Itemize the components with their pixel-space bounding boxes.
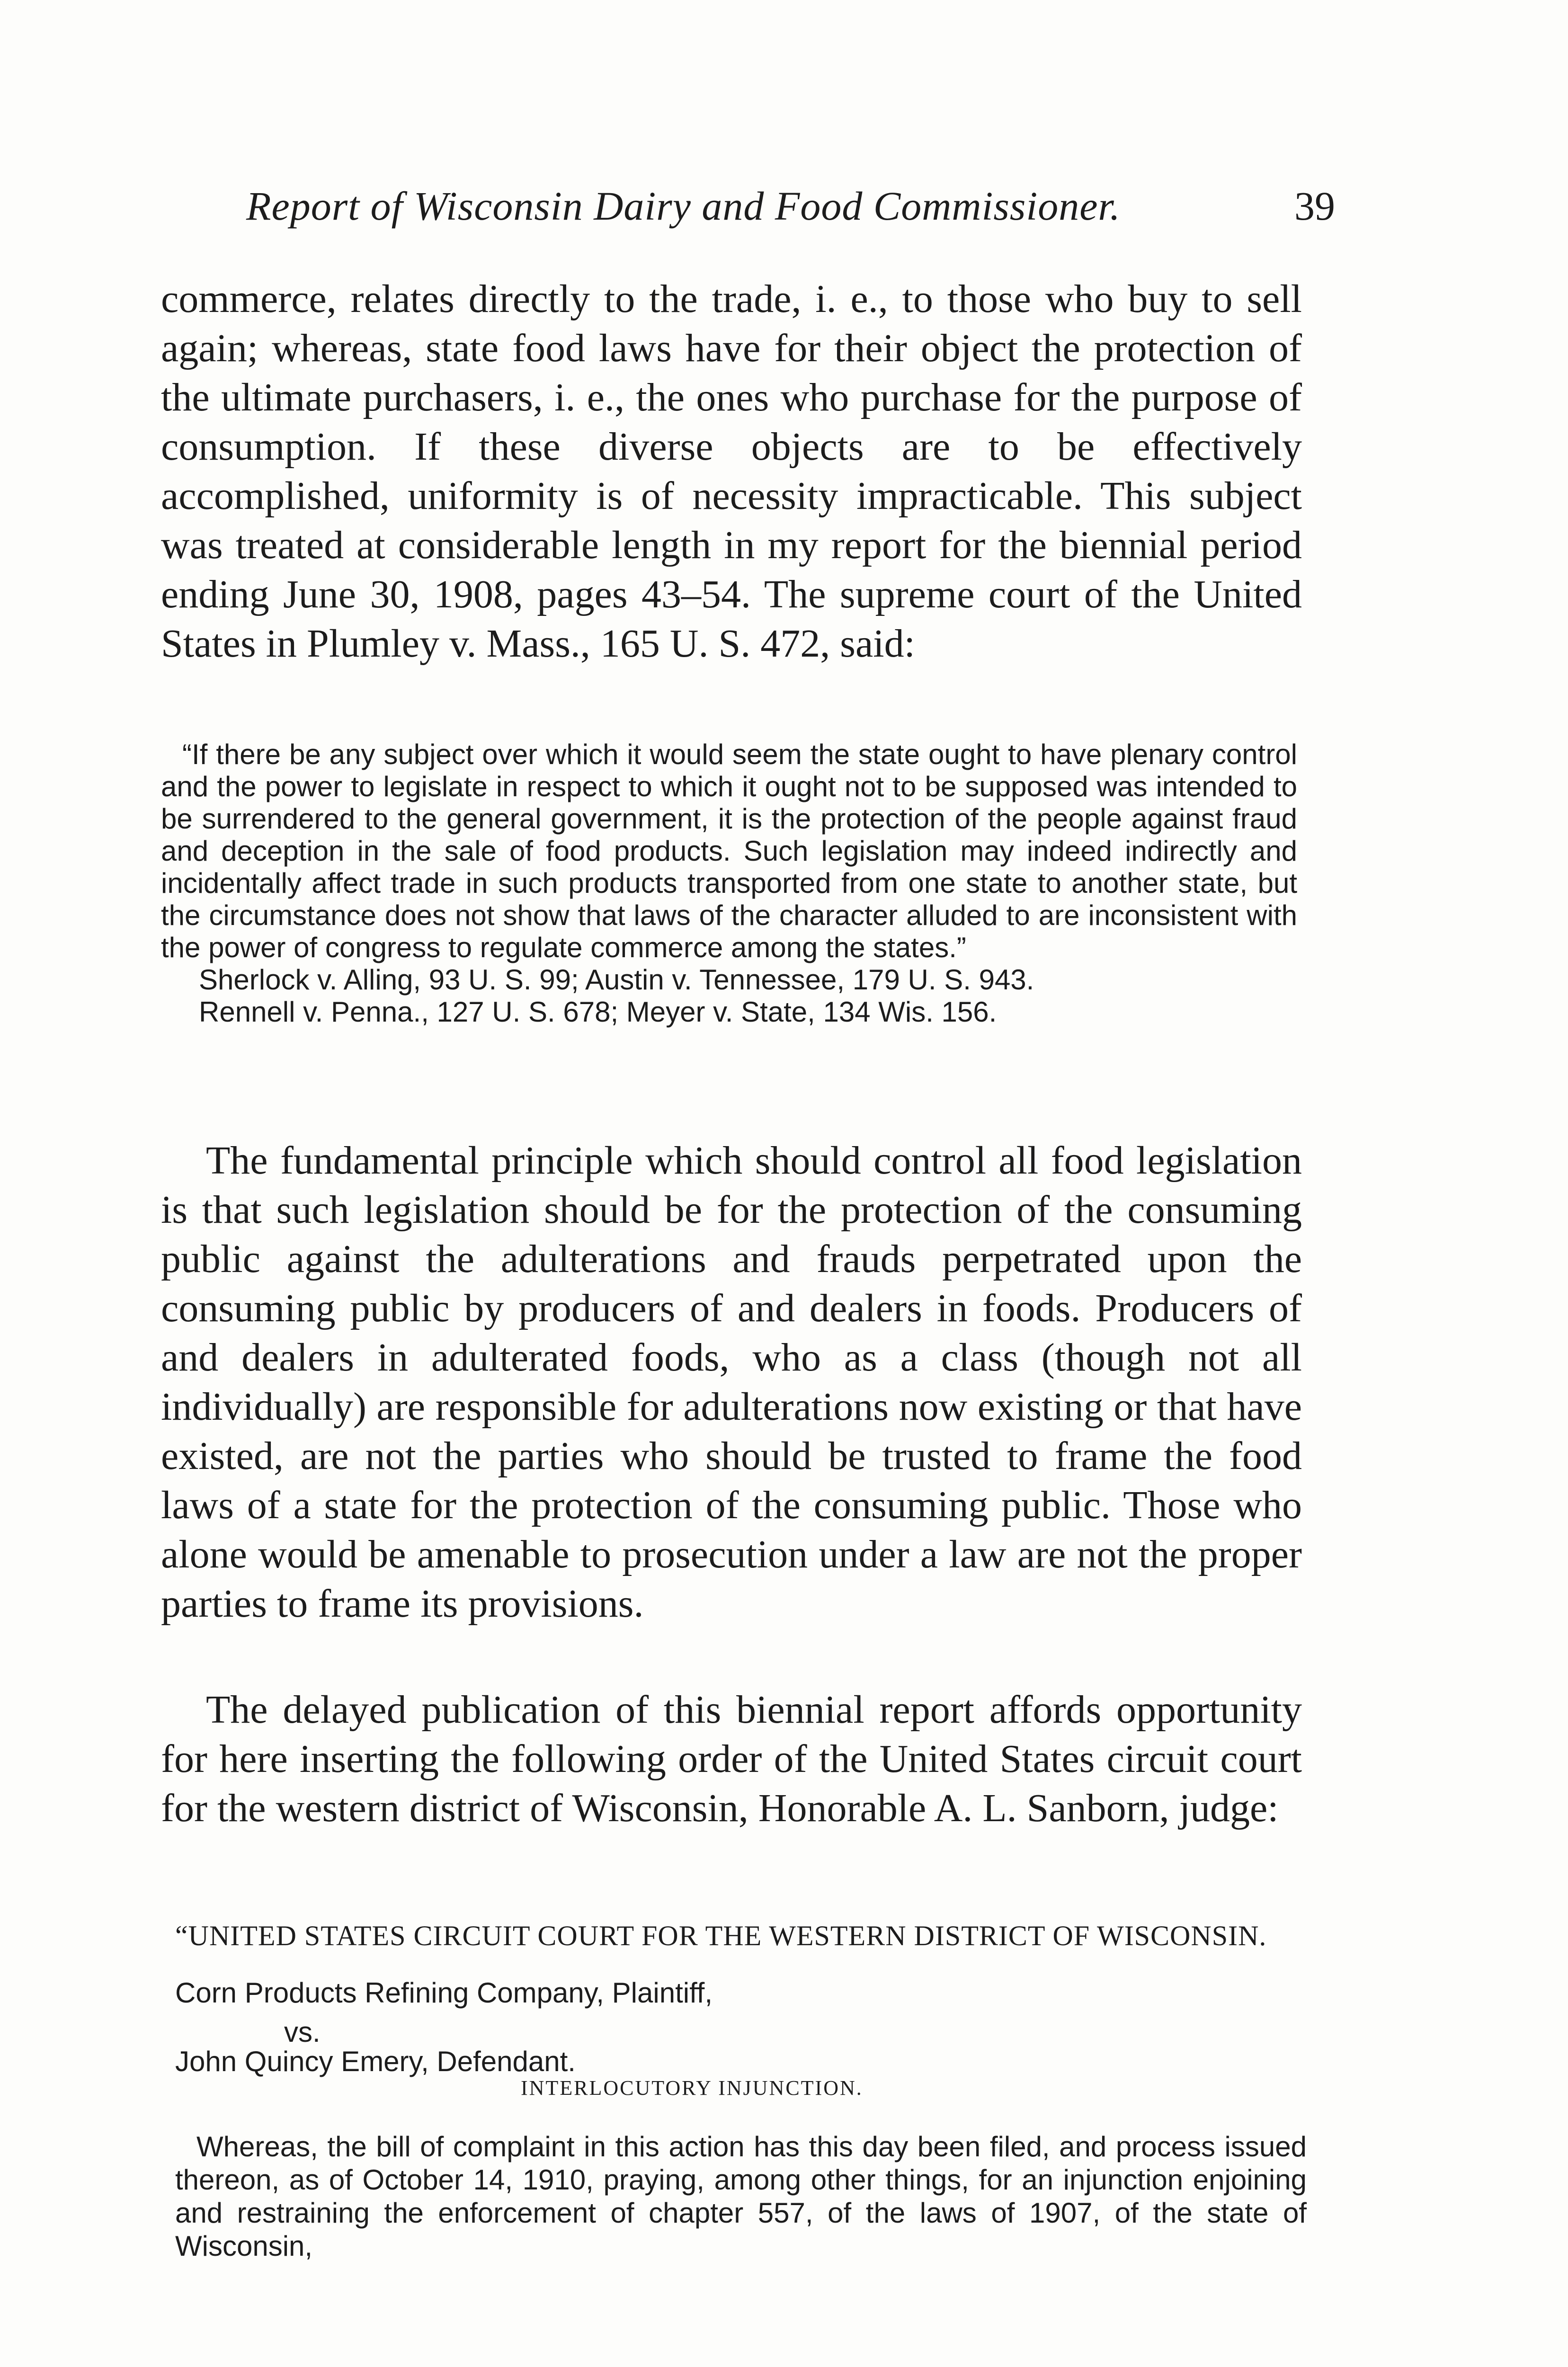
plaintiff-line: Corn Products Refining Company, Plaintiff,	[175, 1977, 713, 2009]
paragraph-text: The fundamental principle which should control all food legislation is that such legislation should be for the protection of the consuming public against the adulterations and frauds perpetrated upon the consuming public by producers of and dealers in foods. Producers of and dealers in adulterated foods, who as a class (though not all individually) are responsible for adulterations now existing or that have existed, are not the parties who should be trusted to frame the food laws of a state for the protection of the consuming public. Those who alone would be amenable to prosecution under a law are not the proper parties to frame its provisions.	[161, 1139, 1302, 1626]
defendant-line: John Quincy Emery, Defendant.	[175, 2046, 576, 2077]
paragraph-delayed-publication	[161, 1685, 1302, 1833]
citation-line: Sherlock v. Alling, 93 U. S. 99; Austin v. Tennessee, 179 U. S. 943.	[199, 964, 1034, 996]
paragraph-text: commerce, relates directly to the trade, i. e., to those who buy to sell again; whereas, state food laws have for their object the protection of the ultimate purchasers, i. e., the ones who purchase for the purpose of consumption. If these diverse objects are to be effectively accomplished, uniformity is of necessity impracticable. This subject was treated at considerable length in my report for the biennial period ending June 30, 1908, pages 43–54. The supreme court of the United States in Plumley v. Mass., 165 U. S. 472, said:	[161, 277, 1302, 666]
running-header	[246, 182, 1340, 253]
page-number: 39	[1294, 183, 1335, 229]
paragraph-text: Whereas, the bill of complaint in this action has this day been filed, and process issued thereon, as of October 14, 1910, praying, among other things, for an injunction enjoining and restraining the enforcement of chapter 557, of the laws of 1907, of the state of Wisconsin,	[175, 2131, 1307, 2262]
whereas-paragraph	[175, 2130, 1307, 2263]
quote-text: “If there be any subject over which it would seem the state ought to have plenary control and the power to legislate in respect to which it ought not to be supposed was intended to be surrendered to the general government, it is the protection of the people against fraud and deception in the sale of food products. Such legislation may indeed indirectly and incidentally affect trade in such products transported from one state to another state, but the circumstance does not show that laws of the character alluded to are inconsistent with the power of congress to regulate commerce among the states.”	[161, 739, 1297, 963]
citation-line: Rennell v. Penna., 127 U. S. 678; Meyer v. State, 134 Wis. 156.	[199, 996, 997, 1028]
header-title: Report of Wisconsin Dairy and Food Commissioner.	[246, 183, 1121, 229]
paragraph-principle	[161, 1136, 1302, 1628]
order-title: INTERLOCUTORY INJUNCTION.	[521, 2076, 863, 2100]
court-heading: “UNITED STATES CIRCUIT COURT FOR THE WESTERN DISTRICT OF WISCONSIN.	[175, 1920, 1267, 1951]
paragraph-commerce	[161, 275, 1302, 668]
paragraph-text: The delayed publication of this biennial report affords opportunity for here inserting the following order of the United States circuit court for the western district of Wisconsin, Honorable A. L. Sanborn, judge:	[161, 1688, 1302, 1830]
block-quote	[161, 739, 1297, 1028]
versus-line: vs.	[284, 2016, 321, 2048]
